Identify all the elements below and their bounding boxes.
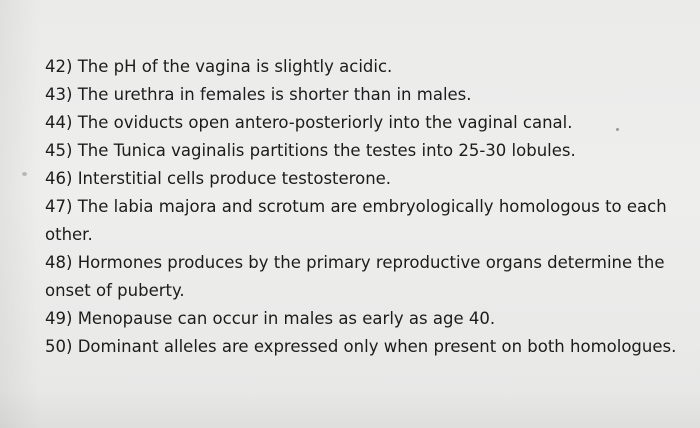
question-number: 47) — [45, 197, 73, 216]
question-number: 44) — [45, 113, 73, 132]
question-text: Hormones produces by the primary reproductive organs determine the onset of puberty. — [45, 253, 665, 300]
question-item — [45, 249, 685, 305]
question-item — [45, 53, 685, 81]
question-text: Dominant alleles are expressed only when present on both homologues. — [77, 337, 677, 356]
question-number: 45) — [45, 141, 73, 160]
question-item — [45, 109, 685, 137]
question-text: The labia majora and scrotum are embryologically homologous to each other. — [45, 197, 667, 244]
page-shadow-bottom — [0, 388, 700, 428]
question-list — [45, 53, 685, 361]
question-number: 46) — [45, 169, 73, 188]
question-number: 49) — [45, 309, 73, 328]
question-item — [45, 333, 685, 361]
question-item — [45, 193, 685, 249]
question-text: Interstitial cells produce testosterone. — [77, 169, 392, 188]
question-text: The pH of the vagina is slightly acidic. — [77, 57, 393, 76]
question-item — [45, 137, 685, 165]
page-shadow-left — [0, 0, 40, 428]
question-text: The Tunica vaginalis partitions the testes into 25-30 lobules. — [77, 141, 576, 160]
question-item — [45, 165, 685, 193]
question-number: 48) — [45, 253, 73, 272]
question-number: 42) — [45, 57, 73, 76]
question-item — [45, 81, 685, 109]
question-number: 43) — [45, 85, 73, 104]
question-text: The urethra in females is shorter than in males. — [77, 85, 472, 104]
question-text: The oviducts open antero-posteriorly into the vaginal canal. — [77, 113, 573, 132]
question-number: 50) — [45, 337, 73, 356]
paper-speck — [22, 172, 27, 176]
question-text: Menopause can occur in males as early as age 40. — [77, 309, 496, 328]
question-item — [45, 305, 685, 333]
